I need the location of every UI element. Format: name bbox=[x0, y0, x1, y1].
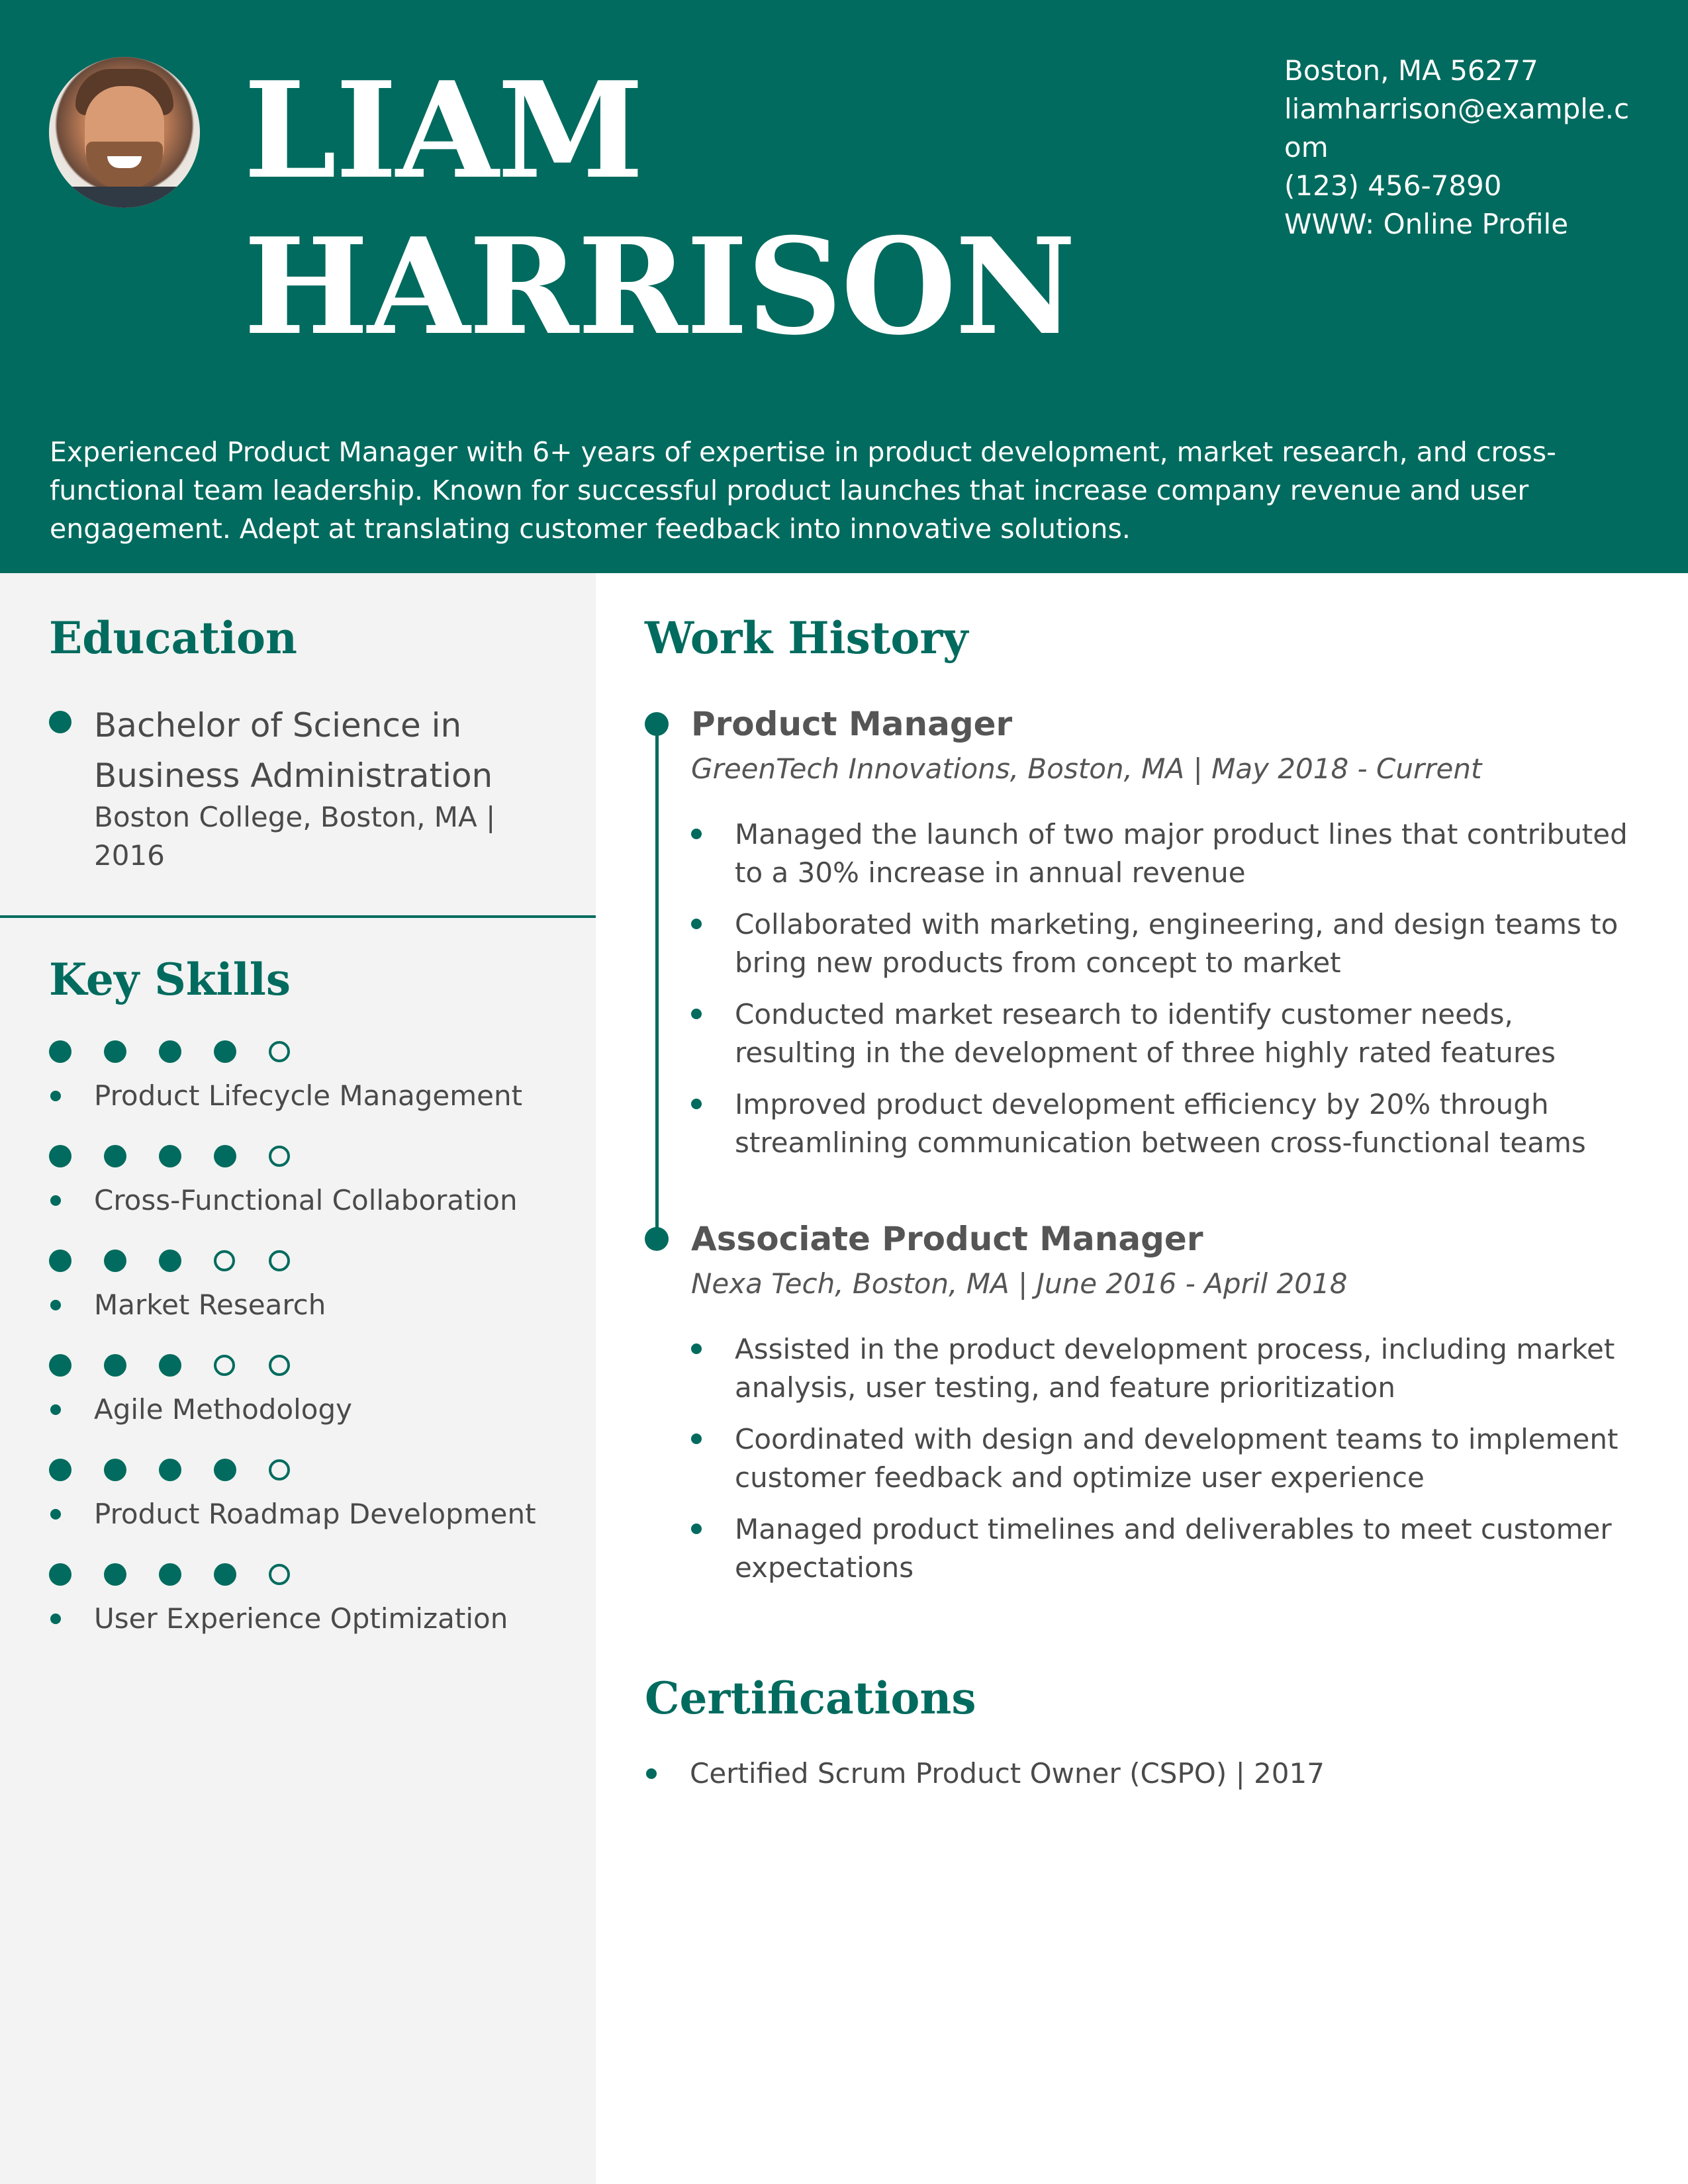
rating-dot-filled-icon bbox=[214, 1563, 236, 1586]
bullet-text: Conducted market research to identify customer needs, resulting in the development of three highly rated features bbox=[735, 998, 1556, 1069]
job-title: Product Manager bbox=[691, 705, 1013, 743]
education-degree: Bachelor of Science in Business Administration bbox=[94, 706, 493, 795]
bullet-icon bbox=[691, 1524, 702, 1534]
bullet-icon bbox=[50, 1195, 61, 1206]
professional-summary: Experienced Product Manager with 6+ years of expertise in product development, market research, and cross-functional team leadership. Known for successful product launches that increase company revenue and user engagement. Adept at translating customer feedback into innovative solutions. bbox=[50, 436, 1556, 545]
name-first: LIAM bbox=[244, 53, 643, 208]
rating-dot-filled-icon bbox=[104, 1459, 126, 1481]
bullet-icon bbox=[691, 829, 702, 839]
bullet-text: Collaborated with marketing, engineering, and design teams to bring new products from concept to market bbox=[735, 908, 1618, 979]
bullet-icon bbox=[50, 1509, 61, 1520]
contact-location: Boston, MA 56277 bbox=[1284, 54, 1538, 87]
skill-item bbox=[49, 1561, 565, 1665]
rating-dot-empty-icon bbox=[269, 1250, 290, 1271]
skill-item bbox=[49, 1142, 565, 1247]
rating-dot-filled-icon bbox=[104, 1250, 126, 1272]
rating-dot-filled-icon bbox=[49, 1459, 71, 1481]
rating-dot-filled-icon bbox=[159, 1459, 181, 1481]
rating-dot-filled-icon bbox=[49, 1563, 71, 1586]
job-meta: GreenTech Innovations, Boston, MA | May 2018 - Current bbox=[691, 752, 1482, 785]
profile-photo bbox=[49, 57, 200, 208]
rating-dot-empty-icon bbox=[269, 1459, 290, 1480]
rating-dot-filled-icon bbox=[159, 1040, 181, 1063]
rating-dot-filled-icon bbox=[104, 1563, 126, 1586]
education-heading: Education bbox=[49, 612, 297, 664]
bullet-icon bbox=[691, 1433, 702, 1444]
bullet-text: Assisted in the product development process, including market analysis, user testing, and feature prioritization bbox=[735, 1333, 1615, 1404]
certifications-heading: Certifications bbox=[645, 1672, 976, 1724]
work-history-heading: Work History bbox=[645, 612, 968, 664]
rating-dot-empty-icon bbox=[214, 1250, 235, 1271]
list-item bbox=[691, 815, 1638, 892]
skill-item bbox=[49, 1351, 565, 1456]
skill-item bbox=[49, 1247, 565, 1351]
rating-dot-empty-icon bbox=[269, 1041, 290, 1062]
job-bullets bbox=[691, 815, 1638, 1175]
rating-dot-filled-icon bbox=[214, 1040, 236, 1063]
job-meta: Nexa Tech, Boston, MA | June 2016 - April 2018 bbox=[691, 1267, 1348, 1300]
rating-dot-empty-icon bbox=[269, 1564, 290, 1585]
timeline-line bbox=[655, 724, 659, 1234]
bullet-icon bbox=[691, 1099, 702, 1109]
bullet-text: Managed product timelines and deliverables to meet customer expectations bbox=[735, 1513, 1612, 1584]
bullet-text: Coordinated with design and development teams to implement customer feedback and optimize user experience bbox=[735, 1423, 1618, 1494]
bullet-icon bbox=[50, 1404, 61, 1415]
list-item bbox=[691, 1510, 1638, 1587]
job-title: Associate Product Manager bbox=[691, 1220, 1203, 1258]
bullet-icon bbox=[691, 1343, 702, 1354]
list-item bbox=[691, 1330, 1638, 1407]
rating-dot-empty-icon bbox=[269, 1146, 290, 1167]
bullet-icon bbox=[50, 1614, 61, 1624]
rating-dot-empty-icon bbox=[214, 1355, 235, 1376]
education-bullet-icon bbox=[49, 711, 71, 733]
candidate-name bbox=[244, 53, 1075, 365]
skill-item bbox=[49, 1456, 565, 1561]
rating-dot-filled-icon bbox=[49, 1250, 71, 1272]
certification-item: Certified Scrum Product Owner (CSPO) | 2017 bbox=[690, 1757, 1325, 1790]
rating-dot-filled-icon bbox=[49, 1145, 71, 1167]
rating-dot-filled-icon bbox=[104, 1145, 126, 1167]
rating-dot-filled-icon bbox=[214, 1145, 236, 1167]
contact-info bbox=[1284, 52, 1642, 244]
timeline-dot-icon bbox=[645, 1227, 669, 1251]
bullet-icon bbox=[691, 919, 702, 929]
skills-heading: Key Skills bbox=[49, 954, 291, 1005]
contact-website[interactable]: WWW: Online Profile bbox=[1284, 208, 1569, 240]
job-bullets bbox=[691, 1330, 1638, 1600]
list-item bbox=[691, 1420, 1638, 1497]
rating-dot-empty-icon bbox=[269, 1355, 290, 1376]
header-banner bbox=[0, 0, 1688, 573]
bullet-text: Managed the launch of two major product lines that contributed to a 30% increase in annual revenue bbox=[735, 818, 1628, 889]
skill-item bbox=[49, 1038, 565, 1142]
bullet-icon bbox=[50, 1300, 61, 1310]
list-item bbox=[691, 1085, 1638, 1162]
rating-dot-filled-icon bbox=[159, 1250, 181, 1272]
rating-dot-filled-icon bbox=[49, 1040, 71, 1063]
skill-name: Market Research bbox=[94, 1289, 326, 1321]
sidebar-divider bbox=[0, 915, 596, 918]
contact-phone: (123) 456-7890 bbox=[1284, 169, 1502, 202]
list-item bbox=[691, 995, 1638, 1072]
skill-name: Product Lifecycle Management bbox=[94, 1079, 523, 1112]
list-item bbox=[691, 905, 1638, 982]
rating-dot-filled-icon bbox=[159, 1145, 181, 1167]
contact-email[interactable]: liamharrison@example.com bbox=[1284, 93, 1630, 163]
bullet-text: Improved product development efficiency by 20% through streamlining communication between cross-functional teams bbox=[735, 1088, 1586, 1159]
skill-name: User Experience Optimization bbox=[94, 1602, 508, 1635]
bullet-icon bbox=[691, 1009, 702, 1019]
certification-bullet-icon bbox=[646, 1768, 657, 1779]
skill-name: Agile Methodology bbox=[94, 1393, 353, 1426]
education-school: Boston College, Boston, MA | 2016 bbox=[94, 801, 496, 872]
skill-name: Product Roadmap Development bbox=[94, 1498, 536, 1530]
name-last: HARRISON bbox=[244, 209, 1075, 365]
timeline-dot-icon bbox=[645, 712, 669, 736]
rating-dot-filled-icon bbox=[104, 1354, 126, 1377]
rating-dot-filled-icon bbox=[159, 1354, 181, 1377]
rating-dot-filled-icon bbox=[49, 1354, 71, 1377]
rating-dot-filled-icon bbox=[159, 1563, 181, 1586]
bullet-icon bbox=[50, 1091, 61, 1101]
skill-name: Cross-Functional Collaboration bbox=[94, 1184, 518, 1216]
rating-dot-filled-icon bbox=[104, 1040, 126, 1063]
rating-dot-filled-icon bbox=[214, 1459, 236, 1481]
